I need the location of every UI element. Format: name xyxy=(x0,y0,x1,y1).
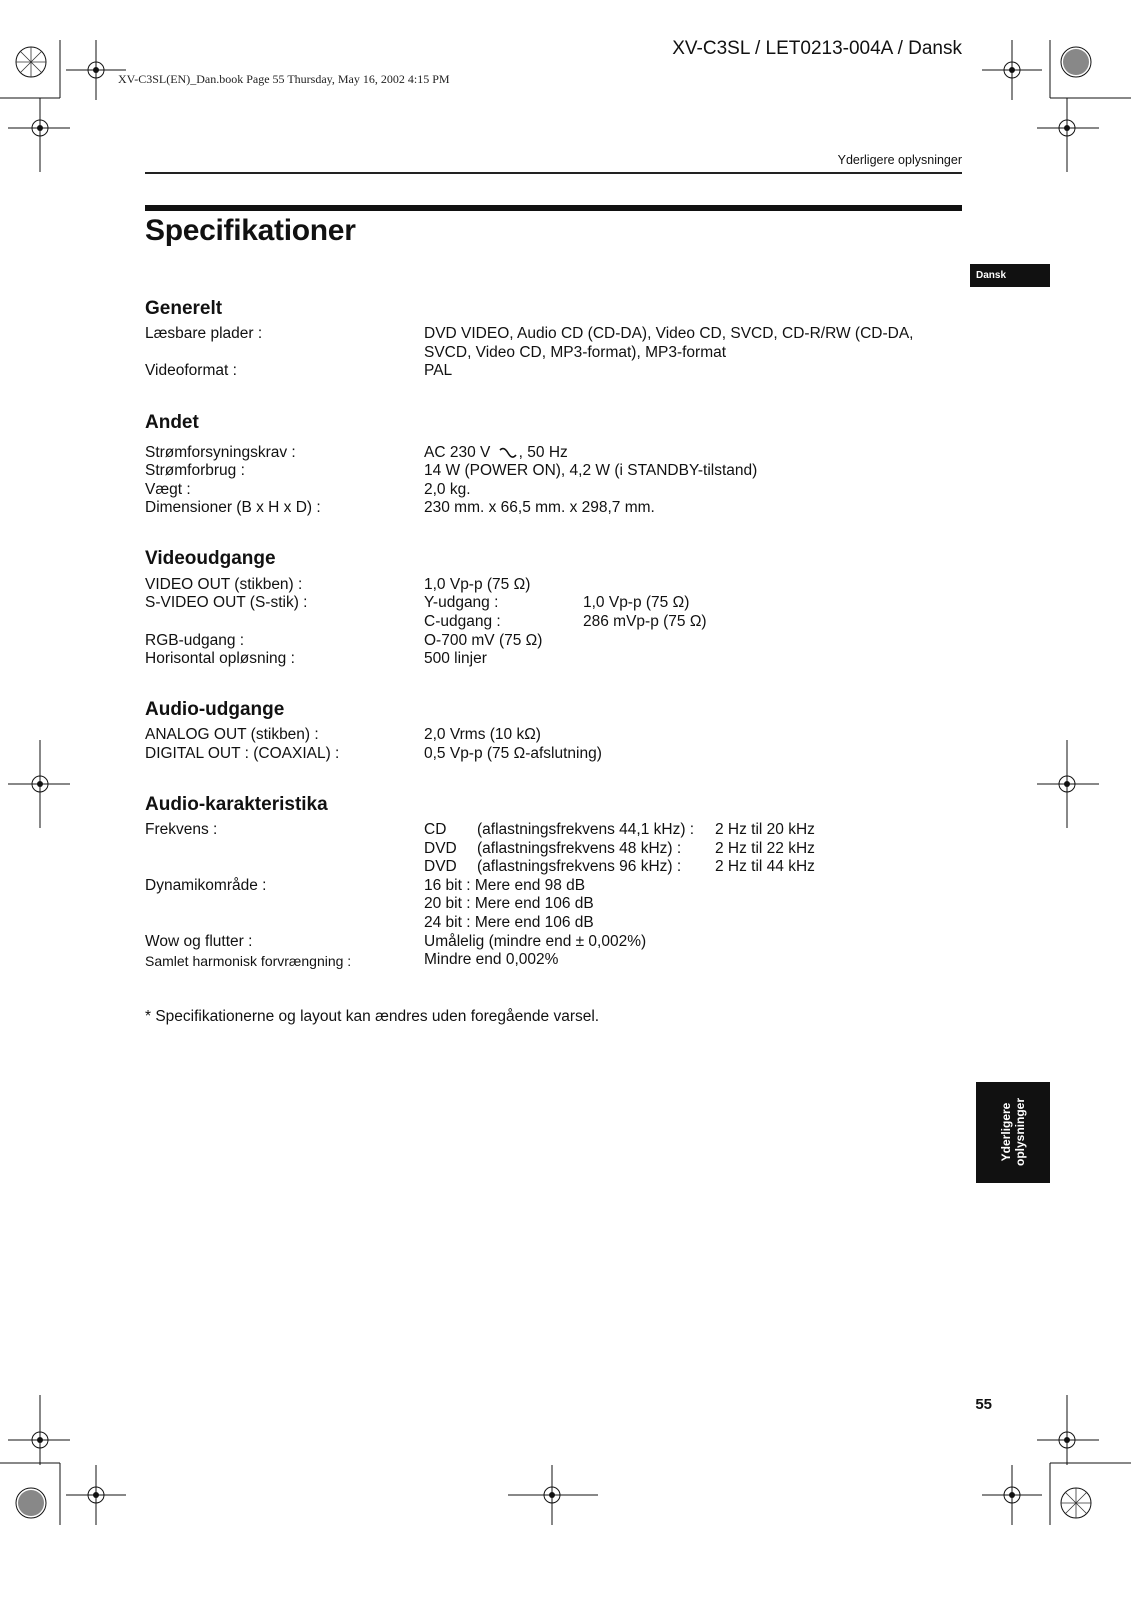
freq-range: 2 Hz til 22 kHz xyxy=(715,840,815,857)
spec-label: Dimensioner (B x H x D) : xyxy=(145,499,321,516)
spec-label: Samlet harmonisk forvrængning : xyxy=(145,953,352,969)
section-title-audio-karakteristika: Audio-karakteristika xyxy=(145,794,328,815)
running-header: Yderligere oplysninger xyxy=(837,153,962,167)
spec-value: O-700 mV (75 Ω) xyxy=(424,632,543,649)
document-id: XV-C3SL / LET0213-004A / Dansk xyxy=(672,38,962,59)
spec-value: 20 bit : Mere end 106 dB xyxy=(424,895,594,912)
spec-value: , 50 Hz xyxy=(518,444,568,461)
spec-value: DVD VIDEO, Audio CD (CD-DA), Video CD, SVCD, CD-R/RW (CD-DA, xyxy=(424,325,914,342)
spec-value: 24 bit : Mere end 106 dB xyxy=(424,914,594,931)
spec-label: ANALOG OUT (stikben) : xyxy=(145,726,319,743)
spec-value: Mindre end 0,002% xyxy=(424,951,559,968)
spec-value: 2,0 kg. xyxy=(424,481,471,498)
spec-label: DIGITAL OUT : (COAXIAL) : xyxy=(145,745,340,762)
spec-value: Umålelig (mindre end ± 0,002%) xyxy=(424,933,647,950)
spec-label: VIDEO OUT (stikben) : xyxy=(145,576,303,593)
freq-disc: CD xyxy=(424,821,447,838)
section-title-videoudgange: Videoudgange xyxy=(145,548,276,569)
spec-label: Horisontal opløsning : xyxy=(145,650,295,667)
side-tab-line-2: oplysninger xyxy=(1013,1097,1027,1167)
spec-label: Læsbare plader : xyxy=(145,325,263,342)
spec-label: Strømforbrug : xyxy=(145,462,245,479)
spec-label: S-VIDEO OUT (S-stik) : xyxy=(145,594,308,611)
spec-value: 0,5 Vp-p (75 Ω-afslutning) xyxy=(424,745,602,762)
footnote: * Specifikationerne og layout kan ændres uden foregående varsel. xyxy=(145,1008,600,1025)
spec-sublabel: C-udgang : xyxy=(424,613,501,630)
spec-value: SVCD, Video CD, MP3-format), MP3-format xyxy=(424,344,727,361)
spec-label: Videoformat : xyxy=(145,362,237,379)
freq-rate: (aflastningsfrekvens 96 kHz) : xyxy=(477,858,682,875)
section-side-tab xyxy=(976,1082,1050,1183)
spec-sublabel: Y-udgang : xyxy=(424,594,499,611)
spec-label: Dynamikområde : xyxy=(145,877,267,894)
spec-value-power xyxy=(424,444,568,463)
page-title: Specifikationer xyxy=(145,214,356,247)
spec-value: 2,0 Vrms (10 kΩ) xyxy=(424,726,541,743)
freq-rate: (aflastningsfrekvens 48 kHz) : xyxy=(477,840,682,857)
spec-value: AC 230 V xyxy=(424,444,491,461)
side-tab-label xyxy=(999,1098,1027,1166)
side-tab-line-1: Yderligere xyxy=(999,1102,1013,1162)
spec-label: Wow og flutter : xyxy=(145,933,253,950)
freq-disc: DVD xyxy=(424,858,457,875)
spec-label: Frekvens : xyxy=(145,821,218,838)
spec-value: 1,0 Vp-p (75 Ω) xyxy=(583,594,690,611)
section-title-generelt: Generelt xyxy=(145,298,223,319)
page-number: 55 xyxy=(975,1396,992,1413)
spec-label: Strømforsyningskrav : xyxy=(145,444,296,461)
freq-rate: (aflastningsfrekvens 44,1 kHz) : xyxy=(477,821,695,838)
freq-range: 2 Hz til 44 kHz xyxy=(715,858,815,875)
section-title-audio-udgange: Audio-udgange xyxy=(145,699,285,720)
spec-value: 286 mVp-p (75 Ω) xyxy=(583,613,707,630)
spec-value: 500 linjer xyxy=(424,650,487,667)
spec-label: RGB-udgang : xyxy=(145,632,245,649)
book-info-line: XV-C3SL(EN)_Dan.book Page 55 Thursday, May 16, 2002 4:15 PM xyxy=(118,72,450,86)
spec-value: 16 bit : Mere end 98 dB xyxy=(424,877,586,894)
freq-disc: DVD xyxy=(424,840,457,857)
language-tab: Dansk xyxy=(970,264,1050,287)
title-rule xyxy=(145,205,962,211)
section-title-andet: Andet xyxy=(145,412,199,433)
header-rule xyxy=(145,172,962,174)
freq-range: 2 Hz til 20 kHz xyxy=(715,821,815,838)
spec-value: 1,0 Vp-p (75 Ω) xyxy=(424,576,531,593)
spec-value: PAL xyxy=(424,362,453,379)
ac-wave-icon xyxy=(498,447,518,459)
spec-value: 14 W (POWER ON), 4,2 W (i STANDBY-tilstand) xyxy=(424,462,758,479)
spec-value: 230 mm. x 66,5 mm. x 298,7 mm. xyxy=(424,499,655,516)
spec-label: Vægt : xyxy=(145,481,191,498)
